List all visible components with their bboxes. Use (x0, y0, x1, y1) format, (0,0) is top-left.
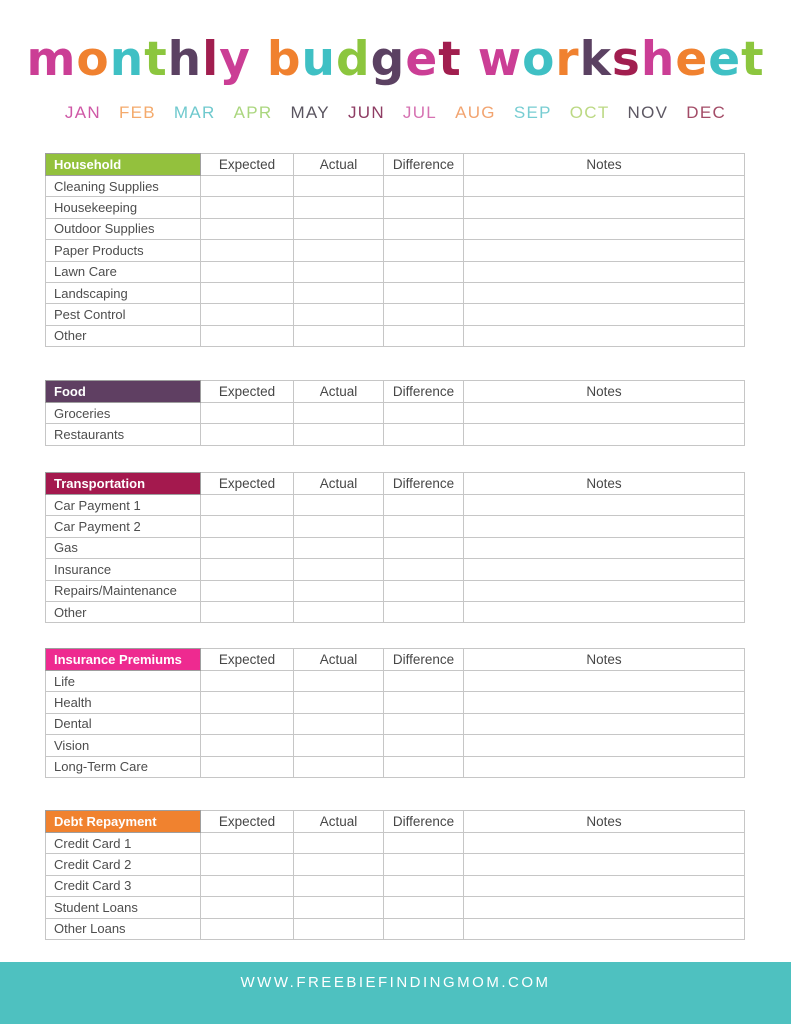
row-label: Lawn Care (46, 261, 201, 282)
row-label: Student Loans (46, 897, 201, 918)
title-letter: u (301, 32, 337, 87)
column-header-actual: Actual (294, 811, 384, 833)
budget-table-debt-repayment (45, 810, 745, 940)
difference-cell (384, 197, 464, 218)
budget-table-transportation (45, 472, 745, 623)
month-jul: JUL (402, 103, 438, 122)
actual-cell (294, 833, 384, 854)
expected-cell (201, 692, 294, 713)
table-header-row (46, 649, 745, 671)
expected-cell (201, 218, 294, 239)
table-row (46, 735, 745, 756)
notes-cell (464, 197, 745, 218)
actual-cell (294, 537, 384, 558)
notes-cell (464, 282, 745, 303)
row-label: Groceries (46, 403, 201, 424)
notes-cell (464, 854, 745, 875)
row-label: Pest Control (46, 304, 201, 325)
budget-table-food (45, 380, 745, 446)
month-jan: JAN (64, 103, 101, 122)
table-row (46, 833, 745, 854)
table-header-row (46, 473, 745, 495)
title-letter: t (144, 32, 168, 87)
notes-cell (464, 897, 745, 918)
row-label: Other Loans (46, 918, 201, 939)
title-letter: l (202, 32, 220, 87)
column-header-actual: Actual (294, 649, 384, 671)
difference-cell (384, 218, 464, 239)
actual-cell (294, 580, 384, 601)
table-row (46, 495, 745, 516)
expected-cell (201, 403, 294, 424)
column-header-expected: Expected (201, 649, 294, 671)
row-label: Life (46, 671, 201, 692)
row-label: Landscaping (46, 282, 201, 303)
notes-cell (464, 735, 745, 756)
difference-cell (384, 176, 464, 197)
column-header-expected: Expected (201, 154, 294, 176)
column-header-notes: Notes (464, 811, 745, 833)
difference-cell (384, 918, 464, 939)
category-header: Debt Repayment (46, 811, 201, 833)
actual-cell (294, 325, 384, 346)
footer-url: WWW.FREEBIEFINDINGMOM.COM (240, 974, 551, 991)
expected-cell (201, 875, 294, 896)
difference-cell (384, 403, 464, 424)
budget-table-insurance-premiums (45, 648, 745, 778)
column-header-actual: Actual (294, 473, 384, 495)
notes-cell (464, 580, 745, 601)
actual-cell (294, 601, 384, 622)
actual-cell (294, 735, 384, 756)
table-row (46, 176, 745, 197)
column-header-difference: Difference (384, 473, 464, 495)
table-row (46, 671, 745, 692)
notes-cell (464, 833, 745, 854)
notes-cell (464, 261, 745, 282)
actual-cell (294, 559, 384, 580)
difference-cell (384, 325, 464, 346)
row-label: Insurance (46, 559, 201, 580)
title-letter: h (640, 32, 676, 87)
title-letter: e (708, 32, 742, 87)
expected-cell (201, 282, 294, 303)
title-word (478, 32, 765, 87)
row-label: Credit Card 1 (46, 833, 201, 854)
difference-cell (384, 559, 464, 580)
notes-cell (464, 756, 745, 777)
notes-cell (464, 304, 745, 325)
actual-cell (294, 218, 384, 239)
expected-cell (201, 261, 294, 282)
difference-cell (384, 854, 464, 875)
notes-cell (464, 713, 745, 734)
title-letter: r (555, 32, 580, 87)
column-header-difference: Difference (384, 381, 464, 403)
months-row (0, 103, 791, 123)
expected-cell (201, 424, 294, 445)
actual-cell (294, 897, 384, 918)
table-header-row (46, 811, 745, 833)
table-row (46, 240, 745, 261)
budget-table-household (45, 153, 745, 347)
table-row (46, 756, 745, 777)
row-label: Other (46, 325, 201, 346)
actual-cell (294, 424, 384, 445)
title-letter: m (26, 32, 77, 87)
expected-cell (201, 516, 294, 537)
row-label: Housekeeping (46, 197, 201, 218)
row-label: Health (46, 692, 201, 713)
row-label: Restaurants (46, 424, 201, 445)
month-jun: JUN (347, 103, 385, 122)
title-letter: o (522, 32, 556, 87)
title-word (267, 32, 462, 87)
column-header-expected: Expected (201, 473, 294, 495)
budget-table-grid (45, 380, 745, 446)
category-header: Food (46, 381, 201, 403)
row-label: Outdoor Supplies (46, 218, 201, 239)
month-apr: APR (233, 103, 273, 122)
budget-table-grid (45, 648, 745, 778)
difference-cell (384, 713, 464, 734)
expected-cell (201, 580, 294, 601)
expected-cell (201, 325, 294, 346)
month-sep: SEP (513, 103, 552, 122)
table-row (46, 580, 745, 601)
difference-cell (384, 516, 464, 537)
column-header-difference: Difference (384, 154, 464, 176)
column-header-notes: Notes (464, 473, 745, 495)
table-row (46, 424, 745, 445)
notes-cell (464, 918, 745, 939)
actual-cell (294, 756, 384, 777)
table-row (46, 559, 745, 580)
notes-cell (464, 240, 745, 261)
budget-table-grid (45, 810, 745, 940)
table-row (46, 282, 745, 303)
title-letter: e (675, 32, 709, 87)
expected-cell (201, 537, 294, 558)
difference-cell (384, 601, 464, 622)
notes-cell (464, 875, 745, 896)
expected-cell (201, 671, 294, 692)
notes-cell (464, 601, 745, 622)
notes-cell (464, 403, 745, 424)
notes-cell (464, 218, 745, 239)
expected-cell (201, 240, 294, 261)
title-letter: e (405, 32, 439, 87)
actual-cell (294, 282, 384, 303)
actual-cell (294, 261, 384, 282)
table-row (46, 692, 745, 713)
table-row (46, 516, 745, 537)
actual-cell (294, 854, 384, 875)
column-header-actual: Actual (294, 154, 384, 176)
notes-cell (464, 537, 745, 558)
title-letter: y (219, 32, 251, 87)
budget-table-grid (45, 153, 745, 347)
expected-cell (201, 176, 294, 197)
column-header-difference: Difference (384, 649, 464, 671)
table-row (46, 403, 745, 424)
expected-cell (201, 559, 294, 580)
difference-cell (384, 424, 464, 445)
table-header-row (46, 154, 745, 176)
table-header-row (46, 381, 745, 403)
month-dec: DEC (686, 103, 727, 122)
notes-cell (464, 325, 745, 346)
expected-cell (201, 897, 294, 918)
actual-cell (294, 403, 384, 424)
expected-cell (201, 735, 294, 756)
expected-cell (201, 601, 294, 622)
difference-cell (384, 261, 464, 282)
title-letter: k (579, 32, 612, 87)
title-letter: h (167, 32, 203, 87)
title-letter: t (741, 32, 765, 87)
column-header-expected: Expected (201, 381, 294, 403)
row-label: Long-Term Care (46, 756, 201, 777)
row-label: Credit Card 3 (46, 875, 201, 896)
actual-cell (294, 304, 384, 325)
expected-cell (201, 713, 294, 734)
expected-cell (201, 197, 294, 218)
row-label: Car Payment 2 (46, 516, 201, 537)
table-row (46, 918, 745, 939)
title-word (26, 32, 250, 87)
expected-cell (201, 833, 294, 854)
month-nov: NOV (627, 103, 669, 122)
column-header-actual: Actual (294, 381, 384, 403)
month-feb: FEB (118, 103, 156, 122)
row-label: Repairs/Maintenance (46, 580, 201, 601)
table-row (46, 325, 745, 346)
table-row (46, 304, 745, 325)
title-letter: t (438, 32, 462, 87)
notes-cell (464, 559, 745, 580)
expected-cell (201, 495, 294, 516)
actual-cell (294, 671, 384, 692)
table-row (46, 875, 745, 896)
column-header-notes: Notes (464, 381, 745, 403)
notes-cell (464, 671, 745, 692)
column-header-notes: Notes (464, 154, 745, 176)
actual-cell (294, 516, 384, 537)
actual-cell (294, 875, 384, 896)
title-letter: s (611, 32, 641, 87)
difference-cell (384, 304, 464, 325)
column-header-expected: Expected (201, 811, 294, 833)
difference-cell (384, 495, 464, 516)
expected-cell (201, 854, 294, 875)
actual-cell (294, 692, 384, 713)
notes-cell (464, 692, 745, 713)
row-label: Gas (46, 537, 201, 558)
row-label: Car Payment 1 (46, 495, 201, 516)
difference-cell (384, 897, 464, 918)
row-label: Dental (46, 713, 201, 734)
expected-cell (201, 918, 294, 939)
actual-cell (294, 713, 384, 734)
month-may: MAY (290, 103, 330, 122)
actual-cell (294, 197, 384, 218)
table-row (46, 897, 745, 918)
difference-cell (384, 282, 464, 303)
row-label: Cleaning Supplies (46, 176, 201, 197)
row-label: Other (46, 601, 201, 622)
row-label: Vision (46, 735, 201, 756)
actual-cell (294, 240, 384, 261)
title-letter: o (76, 32, 110, 87)
table-row (46, 713, 745, 734)
difference-cell (384, 735, 464, 756)
title-letter: g (370, 32, 406, 87)
category-header: Insurance Premiums (46, 649, 201, 671)
month-aug: AUG (455, 103, 496, 122)
table-row (46, 261, 745, 282)
table-row (46, 537, 745, 558)
month-oct: OCT (569, 103, 610, 122)
actual-cell (294, 495, 384, 516)
row-label: Paper Products (46, 240, 201, 261)
table-row (46, 218, 745, 239)
title-letter: b (266, 32, 302, 87)
notes-cell (464, 495, 745, 516)
difference-cell (384, 756, 464, 777)
page-title (0, 34, 791, 86)
title-letter: w (477, 32, 523, 87)
table-row (46, 854, 745, 875)
difference-cell (384, 580, 464, 601)
actual-cell (294, 918, 384, 939)
title-letter: d (336, 32, 371, 87)
budget-table-grid (45, 472, 745, 623)
footer (0, 962, 791, 1024)
notes-cell (464, 176, 745, 197)
notes-cell (464, 424, 745, 445)
difference-cell (384, 671, 464, 692)
actual-cell (294, 176, 384, 197)
difference-cell (384, 240, 464, 261)
row-label: Credit Card 2 (46, 854, 201, 875)
category-header: Household (46, 154, 201, 176)
difference-cell (384, 692, 464, 713)
difference-cell (384, 833, 464, 854)
column-header-difference: Difference (384, 811, 464, 833)
title-letter: n (109, 32, 145, 87)
expected-cell (201, 304, 294, 325)
table-row (46, 197, 745, 218)
notes-cell (464, 516, 745, 537)
category-header: Transportation (46, 473, 201, 495)
difference-cell (384, 875, 464, 896)
month-mar: MAR (173, 103, 216, 122)
table-row (46, 601, 745, 622)
column-header-notes: Notes (464, 649, 745, 671)
expected-cell (201, 756, 294, 777)
difference-cell (384, 537, 464, 558)
